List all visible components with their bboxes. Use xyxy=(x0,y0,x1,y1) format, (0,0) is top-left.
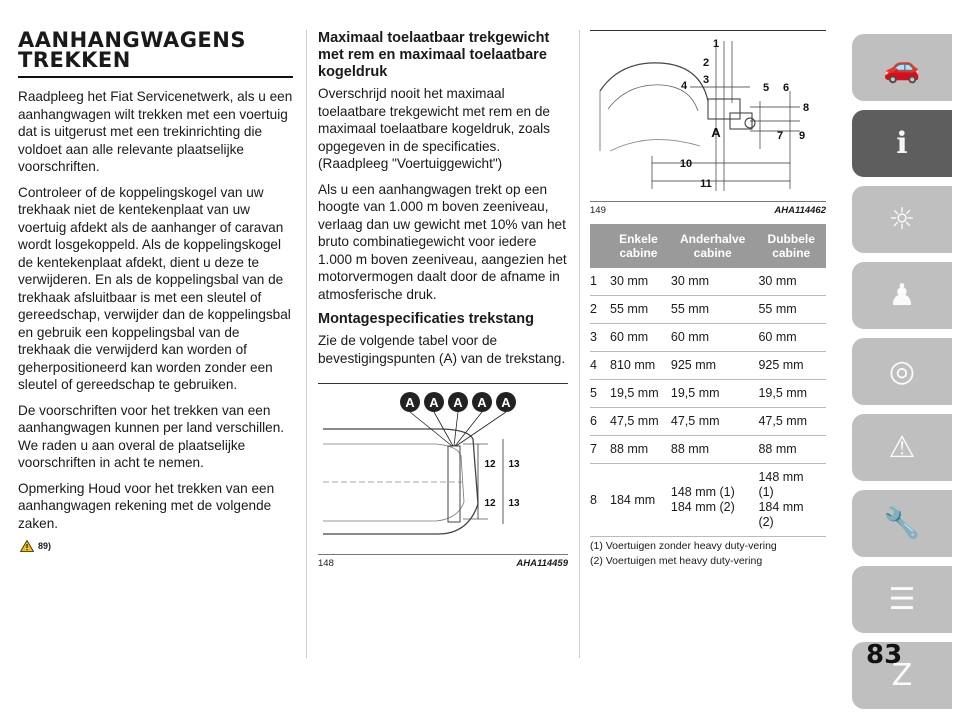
page-number: 83 xyxy=(866,640,903,670)
sidebar-tab[interactable] xyxy=(852,262,952,329)
table-cell-line: 184 mm xyxy=(758,500,804,514)
roadside-icon: ⚠ xyxy=(888,430,916,465)
dim-label: 12 xyxy=(484,459,496,470)
table-header-cell xyxy=(590,224,608,268)
table-cell: 19,5 mm xyxy=(608,380,669,408)
figure-149 xyxy=(590,30,826,202)
column-right xyxy=(590,30,826,569)
column-left xyxy=(18,30,293,552)
sidebar-tab[interactable] xyxy=(852,34,952,101)
table-header-cell: Enkele cabine xyxy=(608,224,669,268)
chapter-tabs xyxy=(852,34,954,718)
table-cell: 2 xyxy=(590,296,608,324)
table-cell: 925 mm xyxy=(756,352,826,380)
table-cell: 88 mm xyxy=(608,436,669,464)
table-cell: 30 mm xyxy=(608,268,669,296)
specs-list-icon: ☰ xyxy=(888,582,916,617)
callout-label: 10 xyxy=(679,158,693,170)
figure-number: 149 xyxy=(590,205,606,216)
column-divider xyxy=(579,30,580,658)
table-cell: 30 mm xyxy=(669,268,757,296)
table-cell: 88 mm xyxy=(756,436,826,464)
paragraph: Zie de volgende tabel voor de bevestigingspunten (A) van de trekstang. xyxy=(318,333,566,366)
table-cell-line: 184 mm (2) xyxy=(670,500,735,514)
table-cell: 810 mm xyxy=(608,352,669,380)
warning-note-ref[interactable] xyxy=(20,540,293,552)
footnote: (2) Voertuigen met heavy duty-vering xyxy=(590,555,763,567)
sidebar-tab[interactable] xyxy=(852,110,952,177)
table-cell: 1 xyxy=(590,268,608,296)
callout-label: 5 xyxy=(762,82,770,94)
callout-label: A xyxy=(711,125,721,140)
table-cell: 88 mm xyxy=(669,436,757,464)
column-middle xyxy=(318,30,568,569)
heading: Montagespecificaties trekstang xyxy=(318,311,534,327)
table-row xyxy=(590,324,826,352)
table-cell: 60 mm xyxy=(756,324,826,352)
table-cell: 19,5 mm xyxy=(669,380,757,408)
sidebar-tab[interactable] xyxy=(852,490,952,557)
section-title xyxy=(18,30,293,78)
sidebar-tab[interactable] xyxy=(852,186,952,253)
table-cell: 7 xyxy=(590,436,608,464)
alphabet-index-icon: Z xyxy=(891,658,913,693)
callout-label: 1 xyxy=(712,38,720,50)
dim-label: 13 xyxy=(508,498,520,509)
steering-icon: ◎ xyxy=(888,354,916,389)
table-cell-line: (1) xyxy=(758,485,774,499)
table-cell xyxy=(669,464,757,537)
table-cell: 55 mm xyxy=(608,296,669,324)
table-row xyxy=(590,268,826,296)
paragraph: Raadpleeg het Fiat Servicenetwerk, als u een aanhangwagen wilt trekken met een voertuig dat is uitgerust met een trekinrichting die voldoet aan alle relevante plaatselijke voorschriften. xyxy=(18,89,293,174)
table-cell: 60 mm xyxy=(608,324,669,352)
callout-label: 2 xyxy=(702,57,710,69)
sidebar-tab[interactable] xyxy=(852,414,952,481)
sidebar-tab[interactable] xyxy=(852,566,952,633)
table-cell-line: 148 mm xyxy=(758,470,804,484)
figure-code: AHA114459 xyxy=(516,558,568,569)
table-cell-line: 148 mm (1) xyxy=(670,485,735,499)
table-cell: 19,5 mm xyxy=(756,380,826,408)
table-cell: 6 xyxy=(590,408,608,436)
table-cell: 55 mm xyxy=(756,296,826,324)
table-row xyxy=(590,408,826,436)
heading: Maximaal toelaatbaar trekgewicht met rem en maximaal toelaatbare kogeldruk xyxy=(318,30,550,80)
callout-a: A xyxy=(501,395,511,410)
callout-label: 8 xyxy=(802,102,810,114)
table-row xyxy=(590,296,826,324)
column-divider xyxy=(306,30,307,658)
towbar-side-view-diagram xyxy=(590,31,826,201)
callout-label: 7 xyxy=(776,130,784,142)
footnote: (1) Voertuigen zonder heavy duty-vering xyxy=(590,540,777,552)
callout-label: 9 xyxy=(798,130,806,142)
warning-lights-icon: ☼ xyxy=(888,202,916,237)
seat-airbag-icon: ♟ xyxy=(888,278,916,313)
table-cell: 47,5 mm xyxy=(669,408,757,436)
paragraph: Als u een aanhangwagen trekt op een hoogte van 1.000 m boven zeeniveau, verlaag dan uw gewicht met 10% van het bruto combinatiegewicht voor iedere 1.000 m boven zeeniveau, aangezien het motorvermogen daalt door de afname in atmosferische druk. xyxy=(318,181,567,302)
paragraph: De voorschriften voor het trekken van een aanhangwagen kunnen per land verschillen. We raden u aan overal de plaatselijke voorschriften in acht te nemen. xyxy=(18,402,285,470)
table-row xyxy=(590,436,826,464)
callout-a: A xyxy=(477,395,487,410)
table-cell: 60 mm xyxy=(669,324,757,352)
table-cell: 30 mm xyxy=(756,268,826,296)
callout-label: 6 xyxy=(782,82,790,94)
paragraph: Overschrijd nooit het maximaal toelaatbare trekgewicht met rem en de maximaal toelaatbare kogeldruk, zoals opgegeven in de specificaties. (Raadpleeg "Voertuiggewicht") xyxy=(318,86,550,171)
table-cell: 47,5 mm xyxy=(756,408,826,436)
table-cell: 3 xyxy=(590,324,608,352)
figure-caption xyxy=(318,555,568,569)
figure-code: AHA114462 xyxy=(774,205,826,216)
table-cell: 8 xyxy=(590,464,608,537)
dim-label: 13 xyxy=(508,459,520,470)
car-service-icon: 🔧 xyxy=(883,506,921,541)
paragraph: Opmerking Houd voor het trekken van een aanhangwagen rekening met de volgende zaken. xyxy=(18,480,275,531)
sidebar-tab[interactable] xyxy=(852,338,952,405)
warning-triangle-icon xyxy=(20,540,34,552)
towbar-spec-table xyxy=(590,224,826,537)
table-cell: 184 mm xyxy=(608,464,669,537)
table-header-cell: Dubbele cabine xyxy=(756,224,826,268)
callout-a: A xyxy=(405,395,415,410)
car-info-icon: ℹ xyxy=(896,126,908,161)
table-cell: 55 mm xyxy=(669,296,757,324)
table-row xyxy=(590,464,826,537)
callout-a: A xyxy=(429,395,439,410)
table-cell xyxy=(756,464,826,537)
table-row xyxy=(590,352,826,380)
table-header-row xyxy=(590,224,826,268)
table-cell: 4 xyxy=(590,352,608,380)
figure-number: 148 xyxy=(318,558,334,569)
paragraph: Controleer of de koppelingskogel van uw trekhaak niet de kentekenplaat van uw voertuig afdekt als de aanhanger of caravan wordt losgekoppeld. Als de koppelingskogel de kentekenplaat afdekt, dient u deze te verwijderen. En als de koppelingsbal van de trekhaak afsluitbaar is met een sleutel of gereedschap, verwijder dan de koppelingsbal en gebruik een koppelingsbal van de trekhaak die verwijderd kan worden of geherpositioneerd kan worden zonder een sleutel of gereedschap te gebruiken. xyxy=(18,184,291,392)
title-line-1: AANHANGWAGENS xyxy=(18,28,246,52)
title-line-2: TREKKEN xyxy=(18,48,131,72)
figure-148 xyxy=(318,383,568,555)
table-cell: 47,5 mm xyxy=(608,408,669,436)
table-cell-line: (2) xyxy=(758,515,774,529)
callout-label: 3 xyxy=(702,74,710,86)
callout-label: 4 xyxy=(680,80,688,92)
table-row xyxy=(590,380,826,408)
callout-label: 11 xyxy=(700,178,712,190)
figure-caption xyxy=(590,202,826,216)
car-search-icon: 🚗 xyxy=(883,50,921,85)
callout-a: A xyxy=(453,395,463,410)
table-cell: 925 mm xyxy=(669,352,757,380)
towbar-top-view-diagram xyxy=(318,384,568,554)
table-header-cell: Anderhalve cabine xyxy=(669,224,757,268)
dim-label: 12 xyxy=(484,498,496,509)
note-ref-label: 89) xyxy=(38,541,52,551)
table-cell: 5 xyxy=(590,380,608,408)
